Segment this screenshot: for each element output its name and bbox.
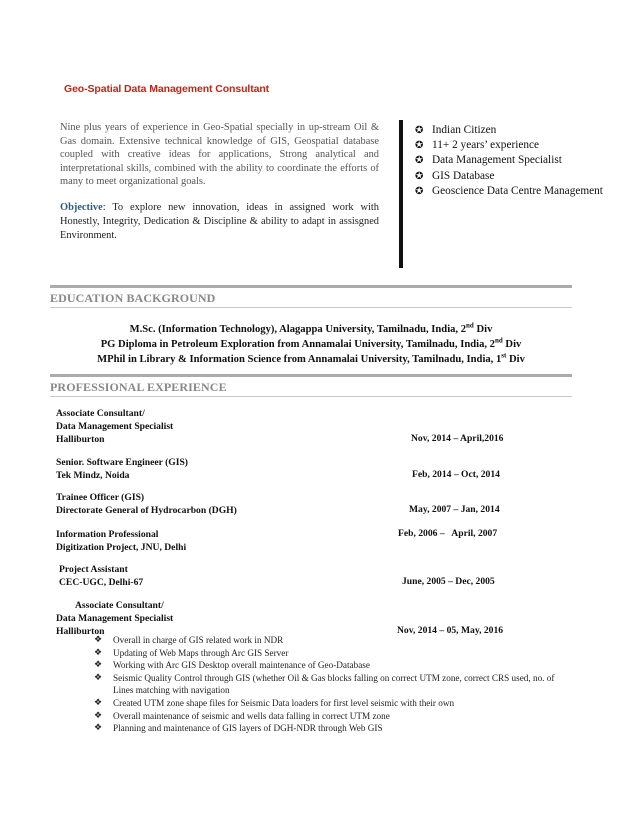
job-entry: Associate Consultant/ Data Management Specialist Halliburton	[56, 408, 174, 445]
vertical-divider	[399, 120, 403, 268]
objective-label: Objective	[60, 202, 103, 213]
job-entry: Trainee Officer (GIS) Directorate General of Hydrocarbon (DGH)	[56, 492, 237, 516]
job-entry: Associate Consultant/ Data Management Specialist Halliburton	[56, 600, 174, 637]
job-dates: May, 2007 – Jan, 2014	[409, 504, 500, 515]
list-item: ❖ Working with Arc GIS Desktop overall maintenance of Geo-Database	[94, 659, 574, 672]
education-line: MPhil in Library & Information Science from Annamalai University, Tamilnadu, India, 1st Div	[97, 351, 525, 365]
job-dates: Nov, 2014 – 05, May, 2016	[397, 625, 504, 636]
highlight-item: ✪ 11+ 2 years’ experience	[415, 138, 612, 153]
list-item: ❖ Planning and maintenance of GIS layers of DGH-NDR through Web GIS	[94, 722, 574, 735]
list-item: ❖ Overall in charge of GIS related work in NDR	[94, 634, 574, 647]
section-rule	[50, 396, 572, 397]
objective-text: : To explore new innovation, ideas in assigned work with Honestly, Integrity, Dedication & Discipline & ability to adapt in assisgned Environment.	[60, 202, 379, 241]
highlight-item: ✪ GIS Database	[415, 169, 612, 184]
objective-paragraph	[60, 201, 379, 243]
section-rule	[50, 307, 572, 308]
list-item: ❖ Overall maintenance of seismic and wells data falling in correct UTM zone	[94, 710, 574, 723]
summary-paragraph: Nine plus years of experience in Geo-Spatial specially in up-stream Oil & Gas domain. Extensive technical knowledge of GIS, Geospatial database coupled with creative ideas for applications, Strong analytical and interpretational skills, combined with the ability to coordinate the efforts of many to meet organizational goals.	[60, 122, 379, 187]
job-title: Geo-Spatial Data Management Consultant	[64, 83, 270, 95]
education-block	[50, 322, 572, 367]
job-entry: Information Professional Digitization Project, JNU, Delhi	[56, 529, 187, 553]
job-entry: Senior. Software Engineer (GIS) Tek Mindz, Noida	[56, 457, 189, 481]
list-item: ❖ Updating of Web Maps through Arc GIS Server	[94, 647, 574, 660]
job-entry: Project Assistant CEC-UGC, Delhi-67	[59, 564, 144, 588]
education-line: M.Sc. (Information Technology), Alagappa University, Tamilnadu, India, 2nd Div	[129, 321, 493, 335]
highlight-item: ✪ Geoscience Data Centre Management	[415, 184, 612, 199]
section-rule	[50, 374, 572, 377]
list-item: ❖ Created UTM zone shape files for Seismic Data loaders for first level seismic with their own	[94, 697, 574, 710]
education-line: PG Diploma in Petroleum Exploration from Annamalai University, Tamilnadu, India, 2nd Div	[100, 336, 522, 350]
highlights-list	[415, 123, 612, 199]
section-rule	[50, 285, 572, 288]
highlight-item: ✪ Indian Citizen	[415, 123, 612, 138]
job-dates: June, 2005 – Dec, 2005	[402, 576, 495, 587]
experience-heading: PROFESSIONAL EXPERIENCE	[50, 380, 227, 394]
education-heading: EDUCATION BACKGROUND	[50, 291, 216, 305]
duties-list	[94, 634, 574, 735]
list-item: ❖ Seismic Quality Control through GIS (whether Oil & Gas blocks falling on correct UTM zone, correct CRS used, no. of Lines matching with navigation	[94, 672, 574, 697]
job-dates: Feb, 2014 – Oct, 2014	[412, 469, 500, 480]
job-dates: Feb, 2006 – April, 2007	[398, 528, 498, 539]
highlight-item: ✪ Data Management Specialist	[415, 153, 612, 168]
job-dates: Nov, 2014 – April,2016	[411, 433, 504, 444]
